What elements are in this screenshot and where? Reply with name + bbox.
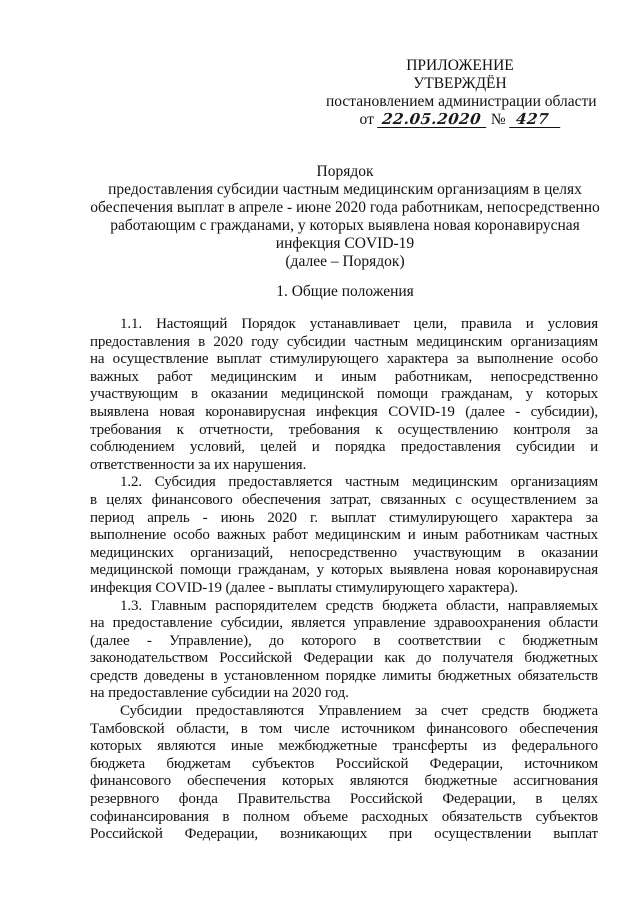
title-line: предоставления субсидии частным медицинским организациям в целях [108, 180, 582, 198]
appendix-label: ПРИЛОЖЕНИЕ [406, 57, 514, 74]
body-line: средств доведены в установленном порядке лимиты бюджетных обязательств [90, 667, 598, 684]
body-line: соблюдением условий, целей и порядка предоставления субсидии и [90, 439, 598, 456]
section-heading: 1. Общие положения [276, 283, 414, 300]
date-prefix: от [359, 111, 374, 128]
body-line: период апрель - июнь 2020 г. выплат стимулирующего характера за [90, 509, 598, 526]
decree-label: постановлением администрации области [326, 93, 597, 110]
body-line: резервного фонда Правительства Российской Федерации, в целях [90, 791, 598, 808]
approved-label: УТВЕРЖДЁН [413, 75, 507, 92]
body-line: участвующим в оказании медицинской помощи гражданам, у которых [90, 386, 598, 403]
body-line: Субсидии предоставляются Управлением за счет средств бюджета [120, 703, 598, 720]
body-line: выполнение особо важных работ медицинским и иным работникам частных [90, 527, 598, 544]
body-line: на осуществление выплат стимулирующего характера за выполнение особо [90, 351, 598, 368]
handwritten-number: 427 [509, 112, 561, 128]
body-line: предоставления в 2020 году субсидии частным медицинским организациям [90, 333, 598, 350]
body-line: на предоставление субсидии на 2020 год. [90, 685, 349, 702]
body-line: финансового обеспечения которых являются бюджетные ассигнования [90, 773, 598, 790]
body-line: на предоставление субсидии, является управление здравоохранения области [90, 615, 598, 632]
handwritten-date: 22.05.2020 [377, 112, 488, 128]
body-line: 1.1. Настоящий Порядок устанавливает цели, правила и условия [120, 316, 598, 332]
body-line: законодательством Российской Федерации как до получателя бюджетных [90, 650, 598, 667]
document-body [90, 316, 598, 844]
title-line: Порядок [316, 163, 374, 180]
body-line: которых являются иные межбюджетные трансферты из федерального [90, 738, 598, 755]
body-line: Тамбовской области, в том числе источником финансового обеспечения [90, 720, 598, 737]
body-line: (далее - Управление), до которого в соответствии с бюджетным [90, 632, 598, 649]
title-line: работающим с гражданами, у которых выявлена новая коронавирусная [110, 216, 580, 234]
body-line: бюджета бюджетам субъектов Российской Федерации, источником [90, 755, 598, 772]
body-line: выявлена новая коронавирусная инфекция COVID-19 (далее - субсидии), [90, 403, 598, 420]
title-line: обеспечения выплат в апреле - июне 2020 года работникам, непосредственно [90, 198, 600, 216]
body-line: софинансирования в полном объеме расходных обязательств субъектов [90, 808, 598, 825]
body-line: важных работ медицинским и иным работникам, непосредственно [90, 368, 598, 385]
body-line: Российской Федерации, возникающих при осуществлении выплат [90, 826, 598, 843]
title-line: инфекция COVID-19 [275, 234, 415, 252]
approval-header [326, 57, 597, 129]
decree-date-line [326, 111, 594, 129]
number-sign: № [490, 111, 506, 128]
body-line: в целях финансового обеспечения затрат, связанных с осуществлением за [90, 491, 598, 508]
body-line: 1.2. Субсидия предоставляется частным медицинским организациям [120, 474, 598, 491]
title-line: (далее – Порядок) [285, 252, 405, 270]
body-line: медицинских организаций, непосредственно участвующим в оказании [90, 544, 598, 561]
body-line: медицинской помощи гражданам, у которых выявлена новая коронавирусная [90, 562, 598, 579]
body-line: требования к отчетности, требования к осуществлению контроля за [90, 421, 598, 438]
body-line: инфекция COVID-19 (далее - выплаты стимулирующего характера). [90, 579, 519, 596]
document-title [90, 163, 600, 270]
body-line: 1.3. Главным распорядителем средств бюджета области, направляемых [120, 597, 598, 614]
body-line: ответственности за их нарушения. [90, 456, 307, 473]
